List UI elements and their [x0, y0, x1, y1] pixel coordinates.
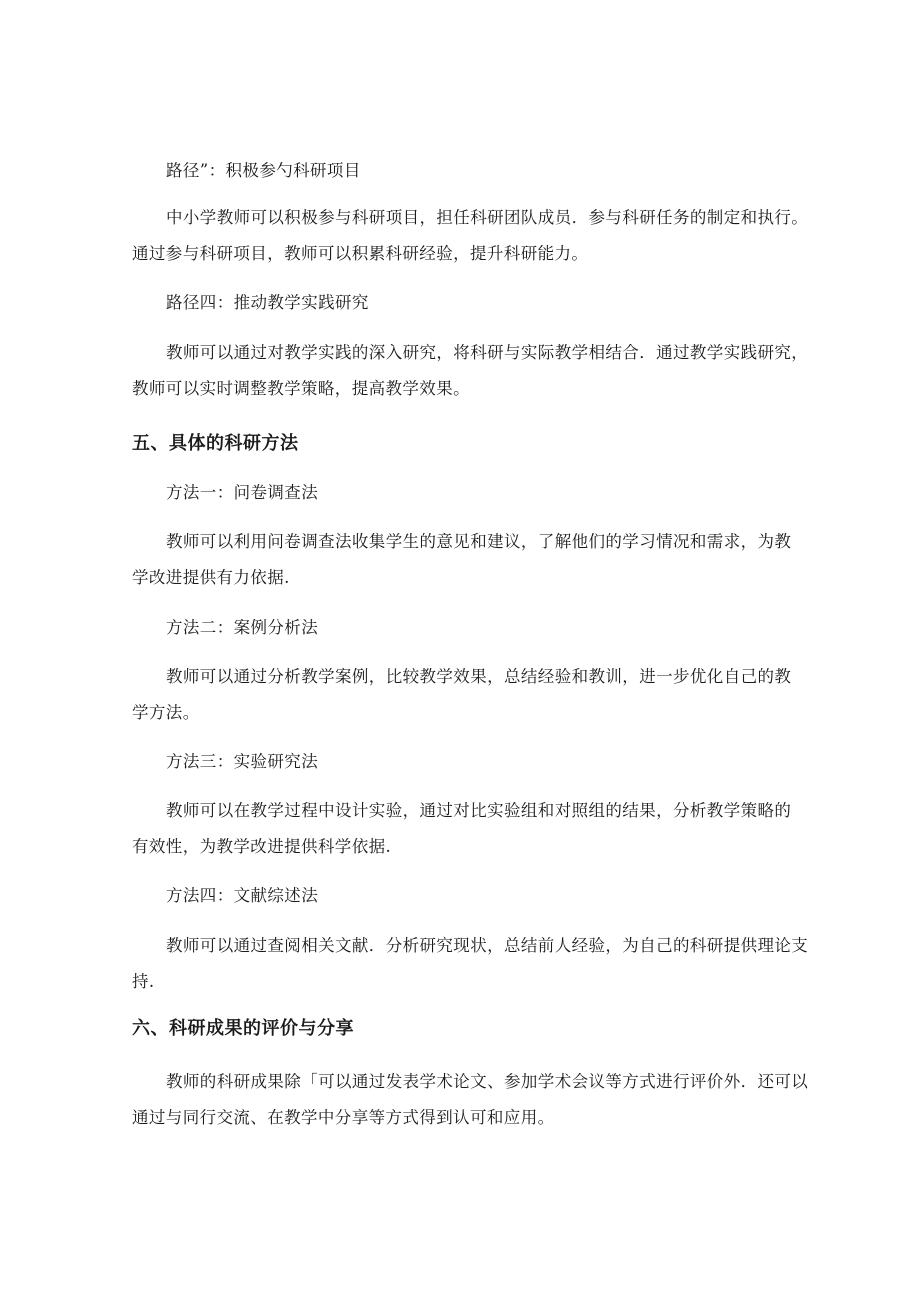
method-two-title: 方法二：案例分析法: [166, 618, 319, 637]
section-six-body-line-2: 通过与同行交流、在教学中分享等方式得到认可和应用。: [132, 1108, 555, 1127]
path-four-body-line-1: 教师可以通过对教学实践的深入研究，将科研与实际教学相结合．通过教学实践研究，: [166, 343, 809, 362]
method-four-title: 方法四：文献综述法: [166, 886, 319, 905]
method-two-body-line-2: 学方法。: [132, 703, 200, 722]
path-three-body-line-1: 中小学教师可以积极参与科研项目，担任科研团队成员．参与科研任务的制定和执行。: [166, 208, 809, 227]
method-three-body-line-2: 有效性，为教学改进提供科学依据.: [132, 837, 392, 856]
method-four-body-line-2: 持.: [132, 972, 155, 991]
method-four-body-line-1: 教师可以通过查阅相关文献．分析研究现状，总结前人经验，为自己的科研提供理论支: [166, 936, 809, 955]
method-two-body-line-1: 教师可以通过分析教学案例，比较教学效果，总结经验和教训，进一步优化自己的教: [166, 667, 792, 686]
section-five-heading: 五、具体的科研方法: [132, 433, 299, 454]
method-one-body-line-2: 学改进提供有力依据.: [132, 568, 290, 587]
path-three-title: 路径”：积极参勺科研项目: [166, 161, 361, 180]
method-one-body-line-1: 教师可以利用问卷调查法收集学生的意见和建议，了解他们的学习情况和需求，为教: [166, 532, 792, 551]
method-three-body-line-1: 教师可以在教学过程中设计实验，通过对比实验组和对照组的结果，分析教学策略的: [166, 801, 792, 820]
method-three-title: 方法三：实验研究法: [166, 752, 319, 771]
path-four-title: 路径四：推动教学实践研究: [166, 293, 369, 312]
section-six-body-line-1: 教师的科研成果除「可以通过发表学术论文、参加学术会议等方式进行评价外．还可以: [166, 1072, 809, 1091]
path-four-body-line-2: 教师可以实时调整教学策略，提高教学效果。: [132, 379, 470, 398]
method-one-title: 方法一：问卷调查法: [166, 483, 319, 502]
path-three-body-line-2: 通过参与科研项目，教师可以积累科研经验，提升科研能力。: [132, 244, 589, 263]
section-six-heading: 六、科研成果的评价与分享: [132, 1018, 354, 1039]
